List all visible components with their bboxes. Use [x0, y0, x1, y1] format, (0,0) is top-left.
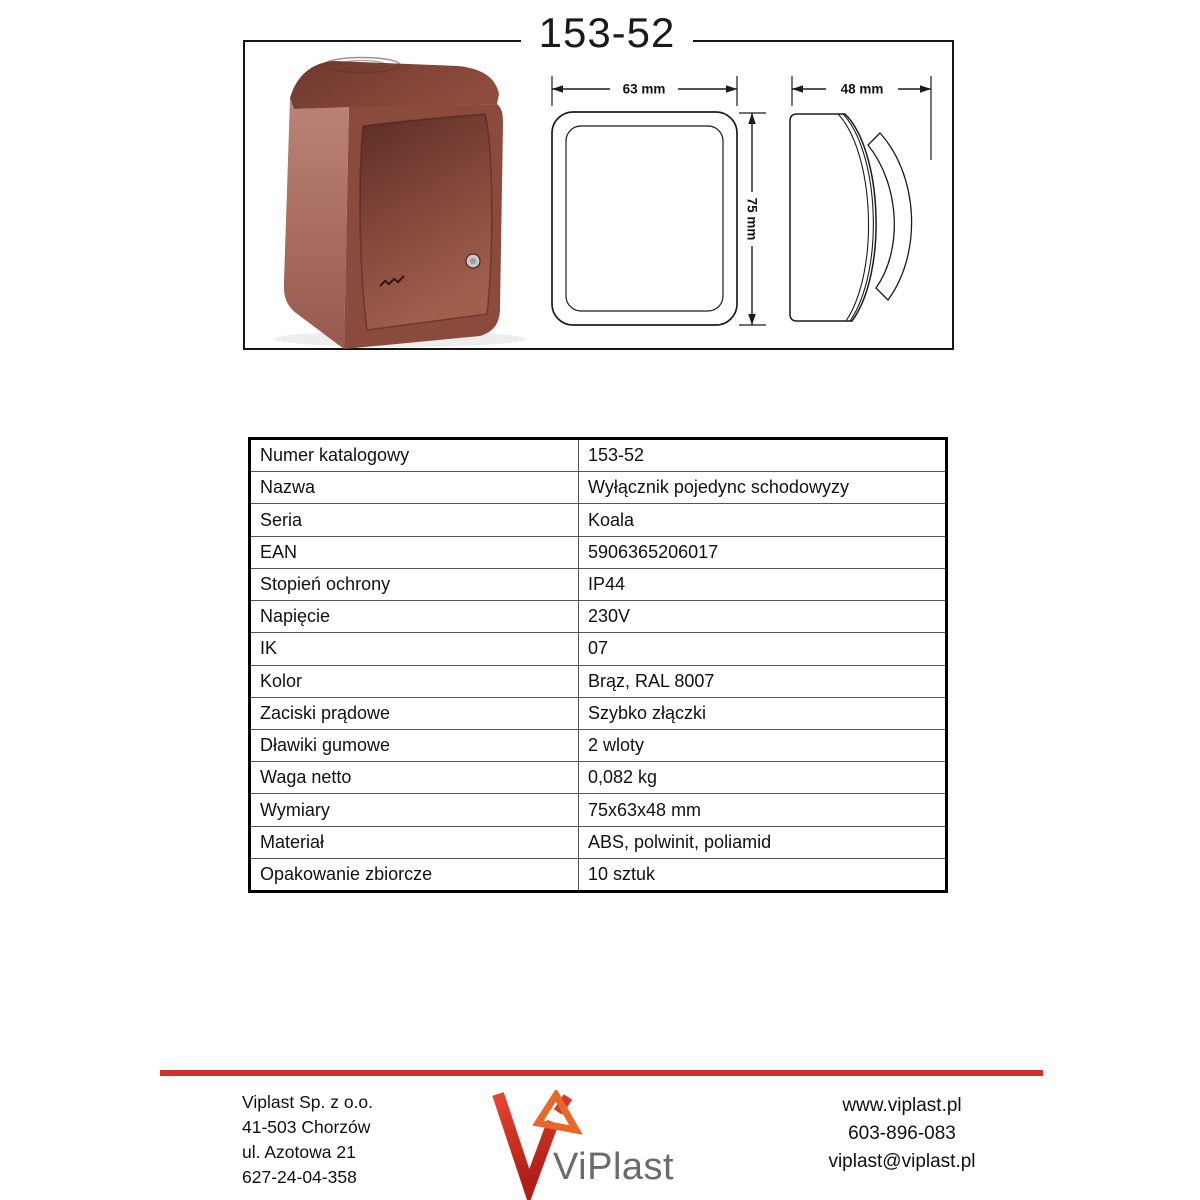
table-row [251, 568, 945, 600]
table-row [251, 729, 945, 761]
contact-info [790, 1092, 1014, 1176]
spec-value: 0,082 kg [588, 767, 658, 788]
table-row [251, 600, 945, 632]
viplast-logo-text: ViPlast [553, 1146, 675, 1188]
company-name: Viplast Sp. z o.o. [242, 1092, 374, 1112]
spec-value: Wyłącznik pojedync schodowyzy [588, 477, 849, 498]
spec-value: Szybko złączki [588, 702, 707, 723]
spec-label: Nazwa [251, 472, 579, 503]
spec-label: Numer katalogowy [251, 440, 579, 471]
spec-value: 153-52 [588, 445, 645, 466]
company-phone: 627-24-04-358 [242, 1167, 357, 1187]
footer-accent-line [160, 1070, 1043, 1076]
table-row [251, 440, 945, 471]
table-row [251, 761, 945, 793]
table-row [251, 503, 945, 535]
depth-dimension-label: 48 mm [840, 81, 884, 97]
table-row [251, 826, 945, 858]
spec-label: Dławiki gumowe [251, 730, 579, 761]
spec-label: Waga netto [251, 762, 579, 793]
product-box [243, 40, 954, 350]
spec-label: EAN [251, 537, 579, 568]
spec-value: Brąz, RAL 8007 [588, 670, 715, 691]
spec-label: IK [251, 633, 579, 664]
spec-table [248, 437, 948, 893]
table-row [251, 536, 945, 568]
spec-value: 10 sztuk [588, 863, 656, 884]
company-address [242, 1090, 373, 1190]
table-row [251, 665, 945, 697]
spec-value: 2 wloty [588, 735, 645, 756]
spec-label: Opakowanie zbiorcze [251, 859, 579, 890]
table-row [251, 697, 945, 729]
spec-value: 230V [588, 606, 631, 627]
width-dimension-label: 63 mm [622, 81, 666, 97]
spec-value: Koala [588, 509, 635, 530]
table-row [251, 858, 945, 890]
contact-phone: 603-896-083 [848, 1123, 956, 1144]
spec-label: Materiał [251, 827, 579, 858]
spec-value: 75x63x48 mm [588, 799, 702, 820]
company-street: ul. Azotowa 21 [242, 1142, 356, 1162]
spec-label: Zaciski prądowe [251, 698, 579, 729]
page-title-text: 153-52 [521, 10, 694, 56]
spec-label: Napięcie [251, 601, 579, 632]
table-row [251, 632, 945, 664]
company-city: 41-503 Chorzów [242, 1117, 371, 1137]
table-row [251, 471, 945, 503]
table-row [251, 793, 945, 825]
contact-email: viplast@viplast.pl [828, 1151, 976, 1172]
spec-value: ABS, polwinit, poliamid [588, 831, 772, 852]
spec-label: Kolor [251, 666, 579, 697]
height-dimension-label: 75 mm [744, 197, 760, 241]
spec-label: Stopień ochrony [251, 569, 579, 600]
spec-label: Wymiary [251, 794, 579, 825]
contact-website: www.viplast.pl [842, 1095, 962, 1116]
spec-value: IP44 [588, 573, 626, 594]
spec-value: 07 [588, 638, 609, 659]
spec-label: Seria [251, 504, 579, 535]
spec-value: 5906365206017 [588, 541, 719, 562]
